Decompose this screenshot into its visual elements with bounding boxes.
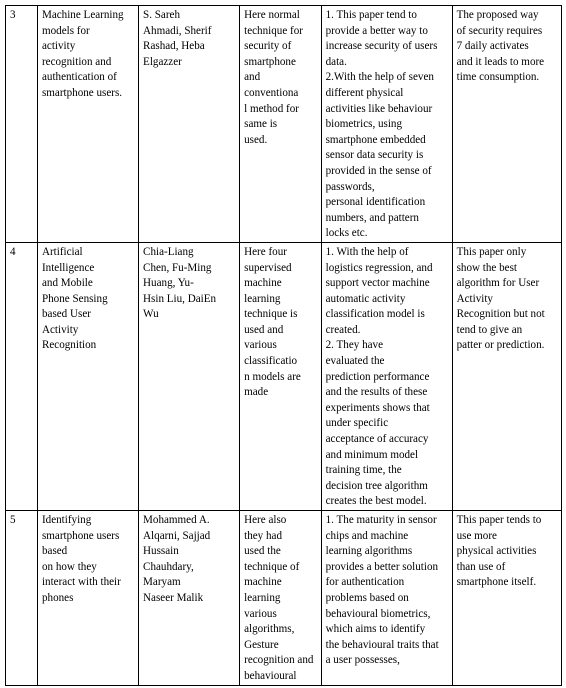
cell-text-line: automatic activity bbox=[325, 292, 406, 305]
cell-text-line: Intelligence bbox=[41, 261, 95, 274]
cell-description bbox=[321, 511, 452, 686]
cell-text-line: 7 daily activates bbox=[456, 40, 529, 53]
cell-text-line: Huang, Yu- bbox=[143, 277, 194, 290]
cell-text-line: they had bbox=[244, 529, 283, 542]
cell-text-line: Alqarni, Sajjad bbox=[143, 529, 211, 542]
cell-text-line: technique for bbox=[244, 24, 303, 37]
cell-text-line: based bbox=[41, 545, 68, 558]
cell-text-line: provided in the sense of bbox=[325, 164, 432, 177]
table-row bbox=[6, 242, 562, 510]
cell-serial-number bbox=[6, 6, 38, 243]
cell-text-line: acceptance of accuracy bbox=[325, 433, 429, 446]
cell-text-line: learning algorithms bbox=[325, 545, 413, 558]
cell-text-line: various bbox=[244, 339, 277, 352]
cell-text-line: provide a better way to bbox=[325, 24, 428, 37]
cell-text-line: Artificial bbox=[41, 245, 83, 258]
cell-serial-number bbox=[6, 511, 38, 686]
cell-text-line: show the best bbox=[456, 261, 518, 274]
cell-text-line: Elgazzer bbox=[143, 55, 182, 68]
cell-text-line: recognition and bbox=[41, 55, 112, 68]
cell-text-line: Identifying bbox=[41, 514, 92, 526]
cell-text-line: under specific bbox=[325, 417, 389, 430]
cell-text-line: problems based on bbox=[325, 591, 409, 604]
cell-text-line: data. bbox=[325, 55, 347, 68]
cell-text-line: models for bbox=[41, 24, 90, 37]
cell-text-line: physical activities bbox=[456, 545, 537, 558]
cell-text-line: which aims to identify bbox=[325, 623, 426, 636]
cell-text-line: Here also bbox=[244, 514, 287, 526]
cell-text-line: based User bbox=[41, 308, 91, 321]
cell-text-line: Chia-Liang bbox=[143, 245, 194, 258]
cell-text-line: decision tree algorithm bbox=[325, 479, 428, 492]
cell-text-line: support vector machine bbox=[325, 277, 430, 290]
cell-text-line: used the bbox=[244, 545, 281, 558]
cell-text-line: on how they bbox=[41, 560, 97, 573]
cell-text-line: algorithms, bbox=[244, 623, 295, 636]
cell-result bbox=[452, 511, 561, 686]
cell-text-line: algorithm for User bbox=[456, 277, 540, 290]
cell-text-line: smartphone itself. bbox=[456, 576, 537, 589]
cell-text-line: smartphone bbox=[244, 55, 296, 68]
cell-text-line: Mohammed A. bbox=[143, 514, 210, 526]
cell-text-line: 1. The maturity in sensor bbox=[325, 514, 437, 526]
cell-text-line: of security requires bbox=[456, 24, 543, 37]
cell-text-line: numbers, and pattern bbox=[325, 211, 419, 224]
cell-text-line: S. Sareh bbox=[143, 9, 181, 21]
cell-text-line: and it leads to more bbox=[456, 55, 545, 68]
cell-text-line: different physical bbox=[325, 86, 404, 99]
serial-number-text: 3 bbox=[10, 9, 16, 21]
cell-text-line: chips and machine bbox=[325, 529, 409, 542]
cell-text-line: Gesture bbox=[244, 638, 279, 651]
cell-text-line: and the results of these bbox=[325, 386, 428, 399]
cell-text-line: Hussain bbox=[143, 545, 179, 558]
cell-text-line: Hsin Liu, DaiEn bbox=[143, 292, 217, 305]
cell-text-line: 2. They have bbox=[325, 339, 384, 352]
cell-text-line: patter or prediction. bbox=[456, 339, 545, 352]
cell-text-line: Recognition bbox=[41, 339, 97, 352]
cell-text-line: logistics regression, and bbox=[325, 261, 433, 274]
cell-text-line: Chen, Fu-Ming bbox=[143, 261, 212, 274]
literature-review-table bbox=[5, 5, 562, 686]
cell-text-line: increase security of users bbox=[325, 40, 438, 53]
cell-authors bbox=[139, 6, 240, 243]
cell-text-line: various bbox=[244, 607, 277, 620]
cell-text-line: Activity bbox=[41, 323, 79, 336]
cell-text-line: Wu bbox=[143, 308, 159, 321]
cell-text-line: machine bbox=[244, 277, 282, 290]
cell-text-line: n models are bbox=[244, 370, 301, 383]
cell-text-line: This paper tends to bbox=[456, 514, 542, 526]
cell-text-line: Ahmadi, Sherif bbox=[143, 24, 212, 37]
cell-text-line: learning bbox=[244, 292, 281, 305]
cell-text-line: l method for bbox=[244, 102, 299, 115]
cell-text-line: training time, the bbox=[325, 464, 402, 477]
cell-text-line: Phone Sensing bbox=[41, 292, 108, 305]
cell-text-line: used. bbox=[244, 133, 268, 146]
cell-text-line: and bbox=[244, 71, 261, 84]
cell-text-line: technique is bbox=[244, 308, 298, 321]
cell-text-line: and minimum model bbox=[325, 448, 419, 461]
cell-text-line: recognition and bbox=[244, 654, 314, 667]
cell-text-line: tend to give an bbox=[456, 323, 523, 336]
cell-text-line: classificatio bbox=[244, 355, 298, 368]
cell-text-line: smartphone embedded bbox=[325, 133, 426, 146]
table-body bbox=[6, 6, 562, 686]
cell-text-line: and Mobile bbox=[41, 277, 93, 290]
cell-text-line: behavioural biometrics, bbox=[325, 607, 431, 620]
cell-text-line: Activity bbox=[456, 292, 493, 305]
cell-text-line: use more bbox=[456, 529, 497, 542]
cell-authors bbox=[139, 242, 240, 510]
cell-text-line: a user possesses, bbox=[325, 654, 400, 667]
cell-text-line: personal identification bbox=[325, 196, 426, 209]
cell-text-line: creates the best model. bbox=[325, 495, 427, 508]
cell-text-line: biometrics, using bbox=[325, 118, 403, 131]
cell-text-line: passwords, bbox=[325, 180, 375, 193]
cell-text-line: created. bbox=[325, 323, 361, 336]
cell-text-line: used and bbox=[244, 323, 284, 336]
cell-paper-title bbox=[37, 242, 138, 510]
cell-text-line: behavioural bbox=[244, 669, 297, 682]
serial-number-text: 5 bbox=[10, 514, 16, 526]
table-row bbox=[6, 511, 562, 686]
cell-text-line: activities like behaviour bbox=[325, 102, 433, 115]
cell-text-line: The proposed way bbox=[456, 9, 539, 21]
cell-text-line: sensor data security is bbox=[325, 149, 424, 162]
cell-description bbox=[321, 6, 452, 243]
cell-text-line: smartphone users bbox=[41, 529, 120, 542]
cell-text-line: authentication of bbox=[41, 71, 117, 84]
cell-description bbox=[321, 242, 452, 510]
cell-text-line: technique of bbox=[244, 560, 300, 573]
cell-text-line: evaluated the bbox=[325, 355, 385, 368]
cell-text-line: interact with their bbox=[41, 576, 121, 589]
cell-text-line: for authentication bbox=[325, 576, 405, 589]
cell-text-line: activity bbox=[41, 40, 76, 53]
cell-text-line: provides a better solution bbox=[325, 560, 439, 573]
cell-text-line: classification model is bbox=[325, 308, 425, 321]
cell-text-line: phones bbox=[41, 591, 74, 604]
cell-text-line: supervised bbox=[244, 261, 292, 274]
serial-number-text: 4 bbox=[10, 245, 16, 258]
cell-text-line: smartphone users. bbox=[41, 86, 123, 99]
cell-text-line: Recognition but not bbox=[456, 308, 545, 321]
cell-text-line: 2.With the help of seven bbox=[325, 71, 434, 84]
cell-text-line: Naseer Malik bbox=[143, 591, 204, 604]
cell-text-line: made bbox=[244, 386, 269, 399]
cell-serial-number bbox=[6, 242, 38, 510]
cell-text-line: Maryam bbox=[143, 576, 181, 589]
cell-text-line: time consumption. bbox=[456, 71, 540, 84]
cell-paper-title bbox=[37, 511, 138, 686]
cell-text-line: learning bbox=[244, 591, 281, 604]
cell-technique bbox=[240, 6, 321, 243]
cell-text-line: Chauhdary, bbox=[143, 560, 194, 573]
cell-result bbox=[452, 242, 561, 510]
table-row bbox=[6, 6, 562, 243]
cell-text-line: security of bbox=[244, 40, 292, 53]
cell-text-line: Here normal bbox=[244, 9, 300, 21]
cell-text-line: the behavioural traits that bbox=[325, 638, 439, 651]
cell-text-line: machine bbox=[244, 576, 282, 589]
cell-authors bbox=[139, 511, 240, 686]
cell-result bbox=[452, 6, 561, 243]
cell-text-line: 1. With the help of bbox=[325, 245, 409, 258]
cell-text-line: 1. This paper tend to bbox=[325, 9, 417, 21]
cell-text-line: experiments shows that bbox=[325, 401, 430, 414]
cell-text-line: Here four bbox=[244, 245, 287, 258]
cell-paper-title bbox=[37, 6, 138, 243]
cell-technique bbox=[240, 242, 321, 510]
cell-text-line: Machine Learning bbox=[41, 9, 124, 21]
cell-technique bbox=[240, 511, 321, 686]
cell-text-line: Rashad, Heba bbox=[143, 40, 205, 53]
cell-text-line: prediction performance bbox=[325, 370, 430, 383]
cell-text-line: same is bbox=[244, 118, 278, 131]
cell-text-line: than use of bbox=[456, 560, 506, 573]
cell-text-line: This paper only bbox=[456, 245, 527, 258]
cell-text-line: conventiona bbox=[244, 86, 299, 99]
cell-text-line: locks etc. bbox=[325, 227, 368, 240]
